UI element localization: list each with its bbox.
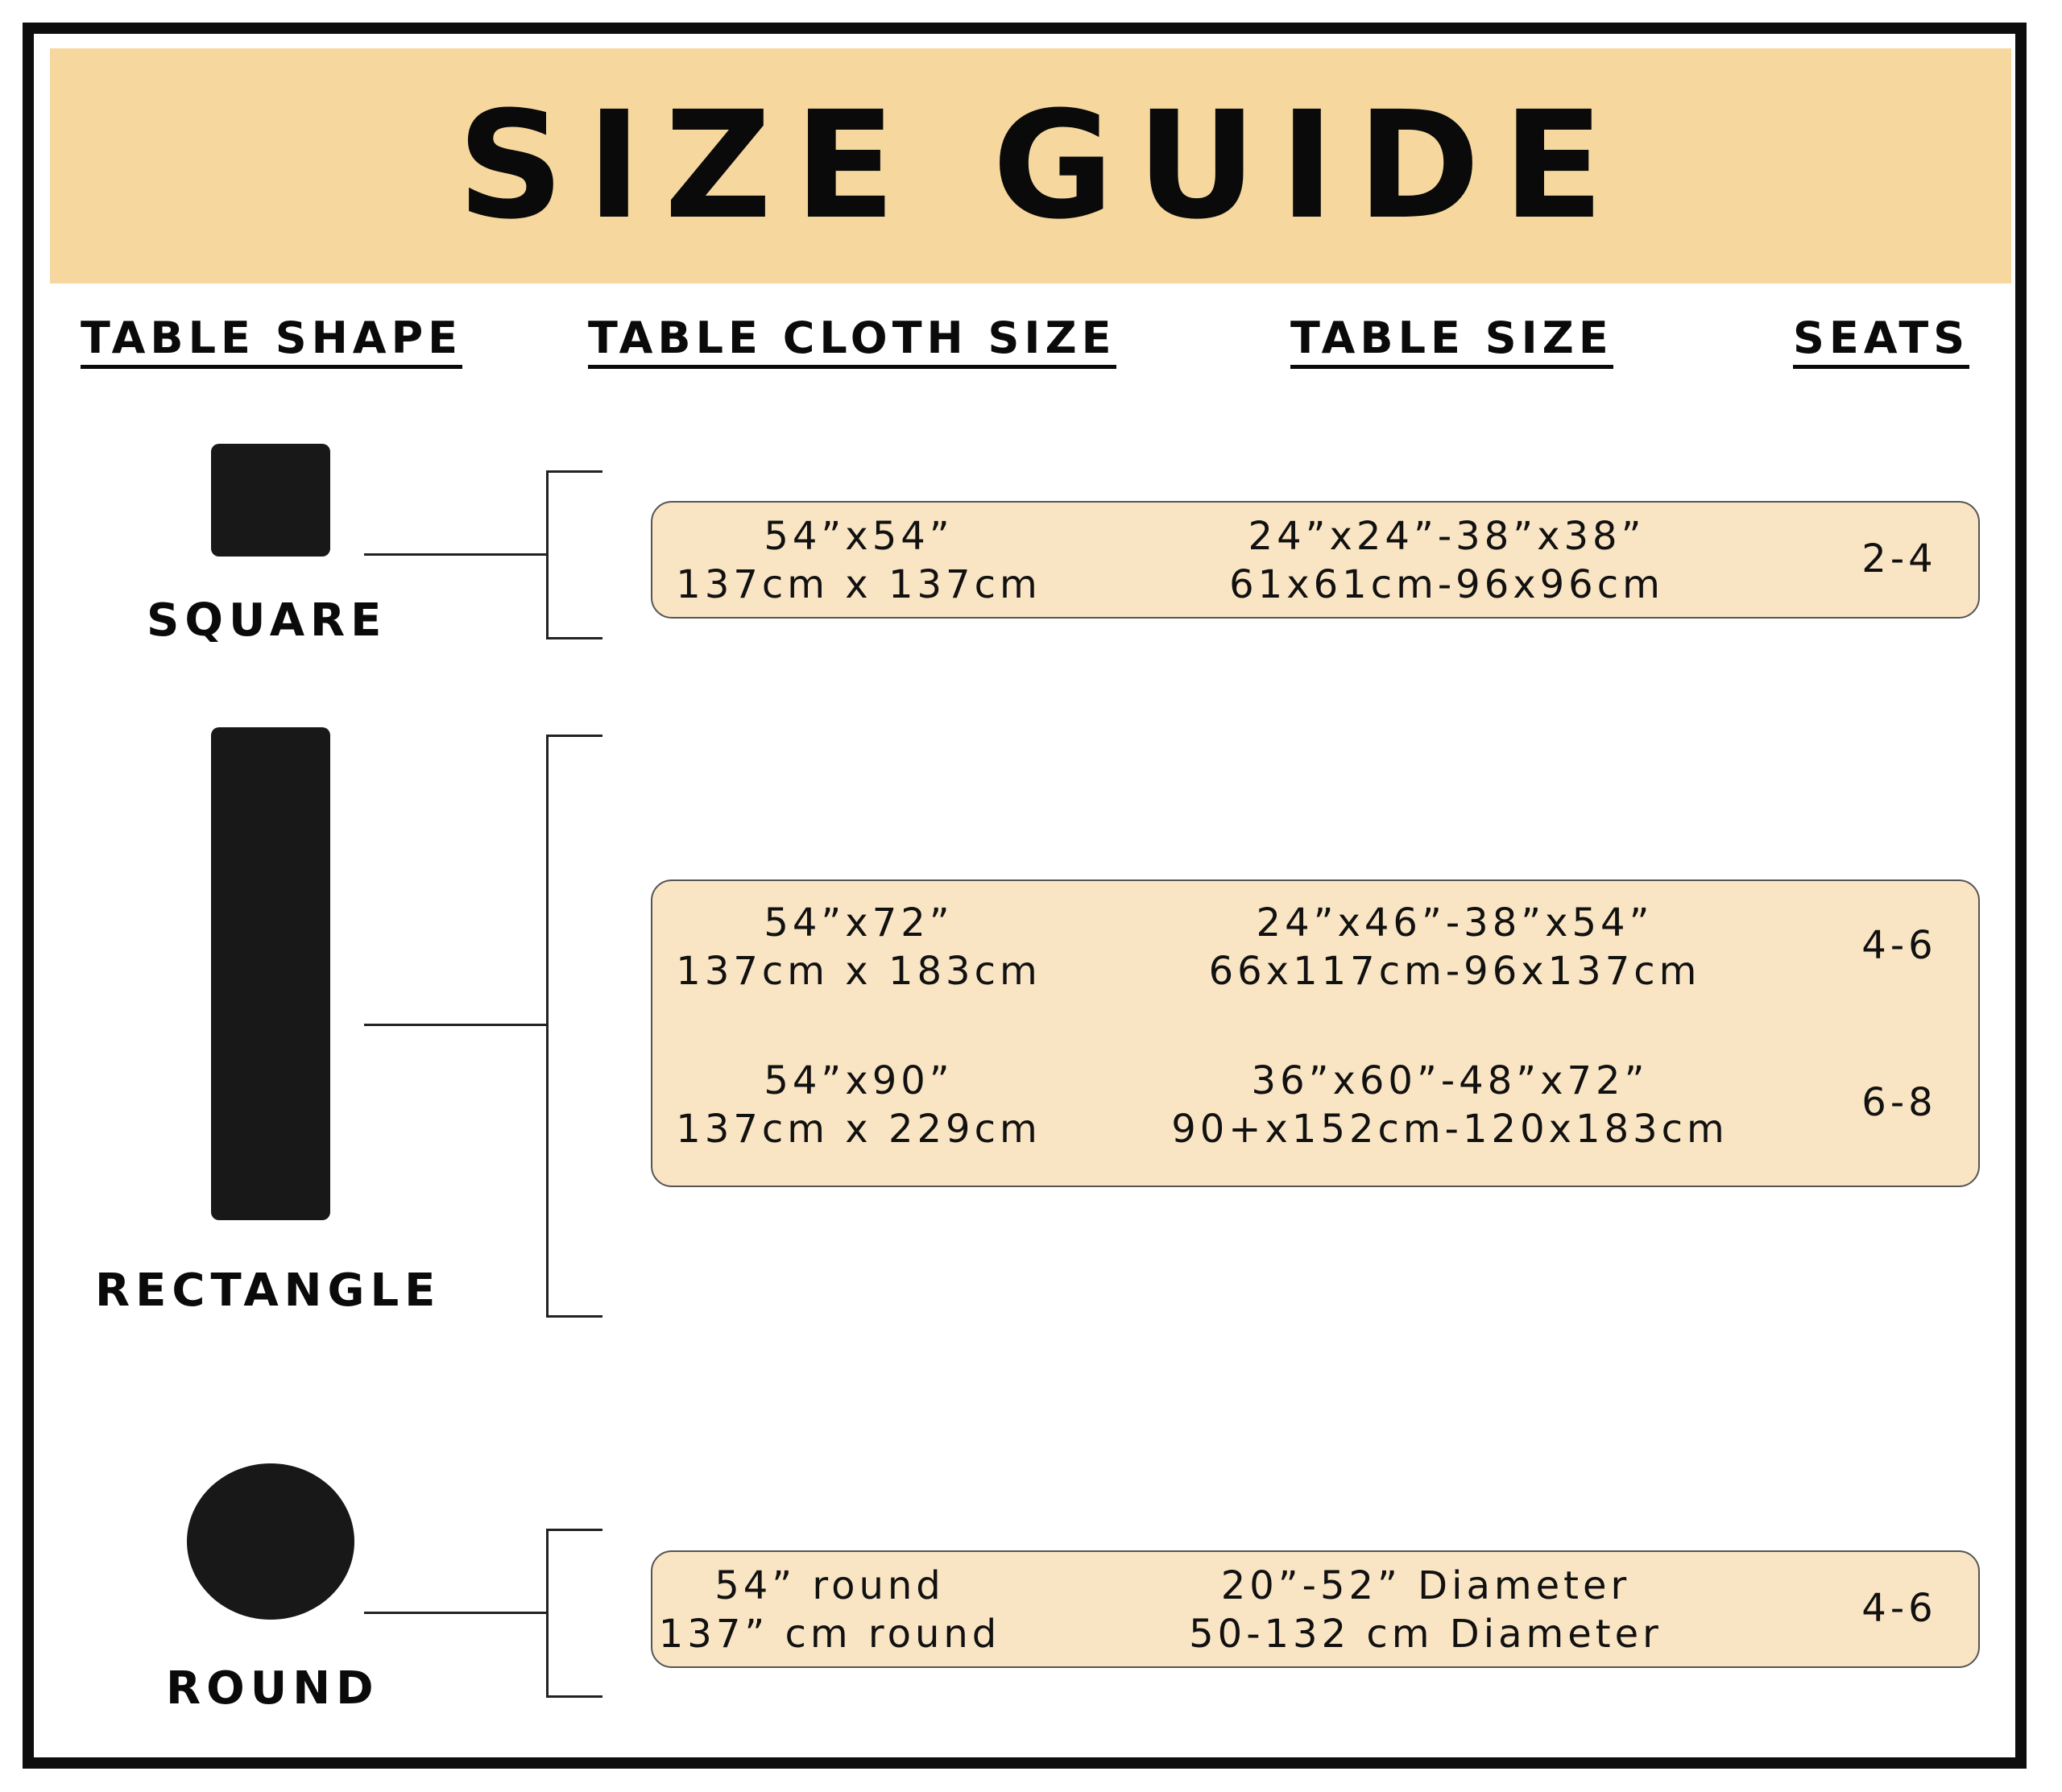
page-title: SIZE GUIDE [457, 80, 1627, 252]
header-table-shape: TABLE SHAPE [81, 314, 462, 369]
cloth-size-square [676, 512, 1041, 609]
shape-label-square: SQUARE [147, 594, 387, 647]
bracket-square [546, 470, 602, 639]
cloth-size-cm: 137cm x 183cm [676, 949, 1041, 994]
table-size-rect-1 [1209, 899, 1701, 995]
table-size-inch: 20”-52” Diameter [1220, 1563, 1631, 1608]
bracket-round [546, 1529, 602, 1698]
seats-round: 4-6 [1861, 1586, 1937, 1631]
connector-line-round [364, 1612, 548, 1614]
square-shape-icon [211, 444, 330, 557]
cloth-size-inch: 54”x72” [764, 900, 954, 946]
header-table-size: TABLE SIZE [1290, 314, 1613, 369]
table-size-cm: 61x61cm-96x96cm [1229, 562, 1664, 607]
table-size-inch: 24”x24”-38”x38” [1248, 514, 1646, 559]
header-seats: SEATS [1793, 314, 1969, 369]
round-shape-icon [187, 1463, 354, 1620]
seats-rect-1: 4-6 [1861, 923, 1937, 968]
table-size-square [1229, 512, 1664, 609]
table-size-cm: 66x117cm-96x137cm [1208, 949, 1701, 994]
cloth-size-rect-2 [676, 1057, 1041, 1153]
rectangle-shape-icon [211, 727, 330, 1220]
header-cloth-size: TABLE CLOTH SIZE [588, 314, 1116, 369]
cloth-size-inch: 54”x54” [764, 514, 954, 559]
shape-label-round: ROUND [166, 1662, 379, 1715]
table-size-round [1189, 1562, 1662, 1658]
cloth-size-inch: 54” round [714, 1563, 945, 1608]
cloth-size-cm: 137cm x 229cm [676, 1107, 1041, 1152]
seats-square: 2-4 [1861, 536, 1937, 581]
seats-rect-2: 6-8 [1861, 1080, 1937, 1125]
cloth-size-inch: 54”x90” [764, 1058, 954, 1103]
bracket-rectangle [546, 735, 602, 1318]
table-size-inch: 36”x60”-48”x72” [1251, 1058, 1649, 1103]
connector-line-rectangle [364, 1024, 548, 1026]
cloth-size-cm: 137” cm round [658, 1612, 1001, 1657]
table-size-inch: 24”x46”-38”x54” [1256, 900, 1654, 946]
cloth-size-round [659, 1562, 1001, 1658]
title-banner [50, 48, 2011, 283]
table-size-cm: 50-132 cm Diameter [1189, 1612, 1662, 1657]
cloth-size-cm: 137cm x 137cm [676, 562, 1041, 607]
connector-line-square [364, 553, 548, 556]
shape-label-rectangle: RECTANGLE [95, 1264, 441, 1317]
table-size-cm: 90+x152cm-120x183cm [1171, 1107, 1729, 1152]
table-size-rect-2 [1171, 1057, 1729, 1153]
cloth-size-rect-1 [676, 899, 1041, 995]
